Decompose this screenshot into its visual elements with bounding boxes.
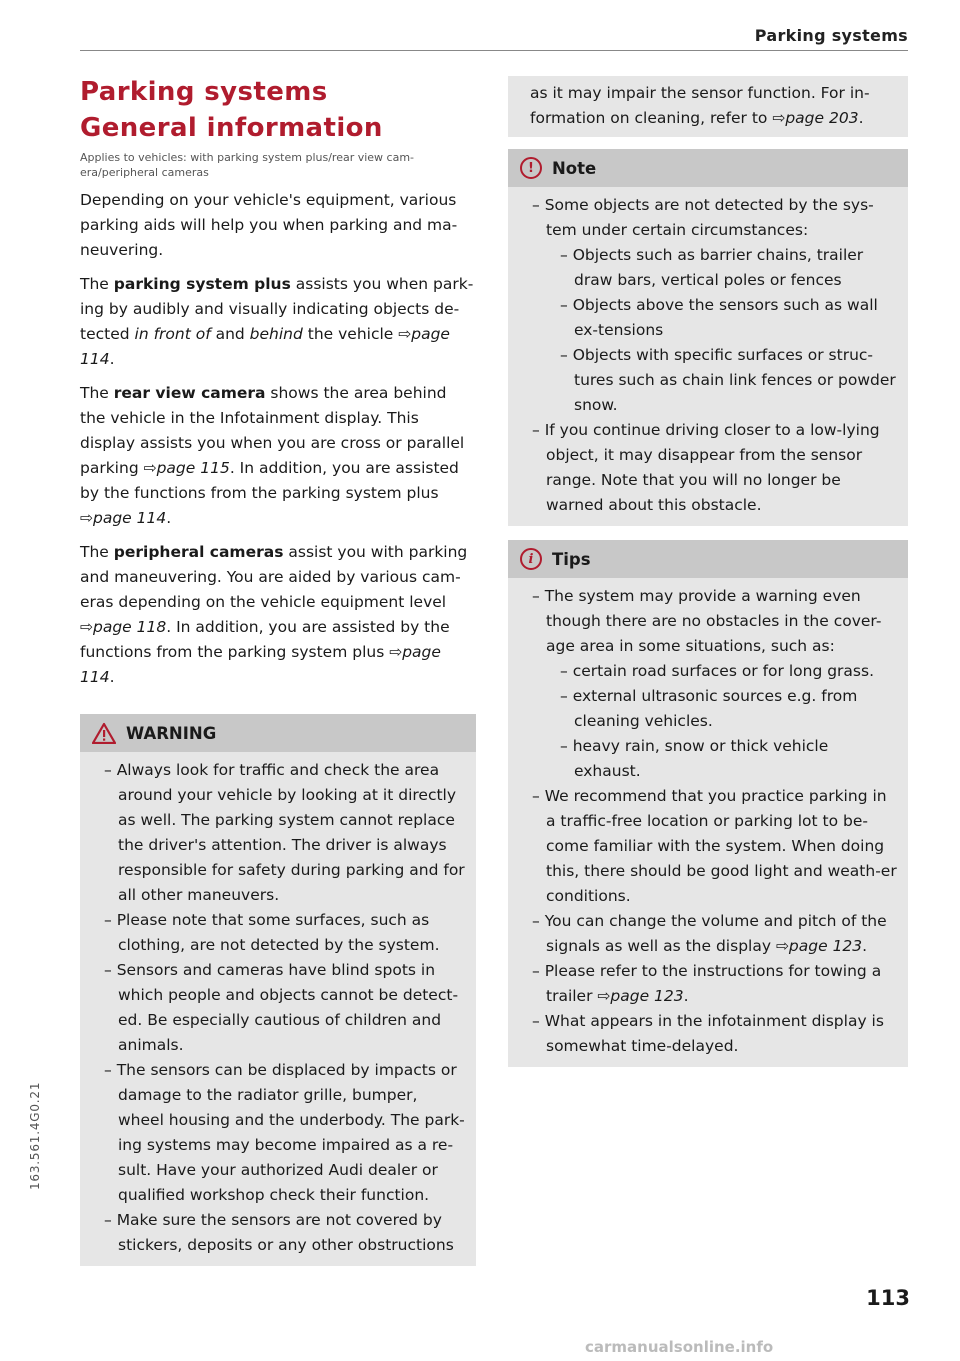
warning-triangle-icon bbox=[92, 722, 116, 744]
warning-continuation: as it may impair the sensor function. For in-formation on cleaning, refer to ⇨page 203. bbox=[508, 76, 908, 137]
intro-paragraph: Depending on your vehicle's equipment, various parking aids will help you when parking and ma-neuvering. bbox=[80, 191, 458, 259]
parking-system-plus-paragraph: The parking system plus assists you when park-ing by audibly and visually indicating objects de-tected in front of and behind the vehicle ⇨page 114. bbox=[80, 275, 474, 368]
page-number: 113 bbox=[866, 1286, 910, 1310]
peripheral-cameras-paragraph: The peripheral cameras assist you with parking and maneuvering. You are aided by various cam-eras depending on the vehicle equipment level ⇨page 118. In addition, you are assisted by the functions from the parking system plus ⇨page 114. bbox=[80, 543, 468, 686]
page-ref-link[interactable]: ⇨page 118 bbox=[80, 618, 167, 636]
list-item: – Sensors and cameras have blind spots in which people and objects cannot be detect-ed. Be especially cautious of children and animals. bbox=[90, 958, 466, 1058]
note-title: Note bbox=[552, 158, 597, 178]
tips-list bbox=[518, 584, 898, 1059]
page-ref-link[interactable]: ⇨page 123 bbox=[597, 987, 684, 1005]
warning-header bbox=[80, 714, 476, 752]
list-item: – certain road surfaces or for long grass. bbox=[546, 659, 898, 684]
page-ref-link[interactable]: ⇨page 123 bbox=[775, 937, 863, 955]
page-ref-link[interactable]: ⇨page 114 bbox=[80, 643, 441, 686]
list-item: – Objects above the sensors such as wall ex-tensions bbox=[546, 293, 898, 343]
warning-list bbox=[90, 758, 466, 1258]
list-item: – Always look for traffic and check the area around your vehicle by looking at it directly as well. The parking system cannot replace the driver's attention. The driver is always responsible for safety during parking and for all other maneuvers. bbox=[90, 758, 466, 908]
watermark: carmanualsonline.info bbox=[585, 1338, 774, 1356]
list-item: – The system may provide a warning even though there are no obstacles in the cover-age area in some situations, such as: – certain road surfaces or for long grass. – external ultrasonic sources e.g. from cleaning vehicles. – heavy rain, snow or thick vehicle exhaust. bbox=[518, 584, 898, 784]
list-item: – Please note that some surfaces, such as clothing, are not detected by the system. bbox=[90, 908, 466, 958]
warning-box bbox=[80, 714, 476, 1266]
page-ref-link[interactable]: ⇨page 114 bbox=[80, 325, 450, 368]
list-item: – Objects with specific surfaces or struc-tures such as chain link fences or powder snow. bbox=[546, 343, 898, 418]
chapter-title: Parking systems bbox=[80, 77, 328, 107]
applies-note: Applies to vehicles: with parking system plus/rear view cam-era/peripheral cameras bbox=[80, 151, 415, 179]
tips-title: Tips bbox=[552, 549, 591, 569]
tips-box bbox=[508, 540, 908, 1067]
exclamation-circle-icon: ! bbox=[520, 157, 542, 179]
list-item: – Objects such as barrier chains, trailer draw bars, vertical poles or fences bbox=[546, 243, 898, 293]
document-code: 163.561.4G0.21 bbox=[28, 1081, 42, 1190]
list-item: – Some objects are not detected by the sys-tem under certain circumstances: – Objects such as barrier chains, trailer draw bars, vertical poles or fences – Objects above the sensors such as wall ex-tensions – Objects with specific surfaces or struc-tures such as chain link fences or powder snow. bbox=[518, 193, 898, 418]
page-ref-link[interactable]: ⇨page 115 bbox=[143, 459, 230, 477]
section-title: General information bbox=[80, 113, 383, 143]
list-item: – You can change the volume and pitch of the signals as well as the display ⇨page 123. bbox=[518, 909, 898, 959]
header-rule bbox=[80, 50, 908, 51]
list-item: – The sensors can be displaced by impacts or damage to the radiator grille, bumper, wheel housing and the underbody. The park-ing systems may become impaired as a re-sult. Have your authorized Audi dealer or qualified workshop check their function. bbox=[90, 1058, 466, 1208]
list-item: – If you continue driving closer to a low-lying object, it may disappear from the sensor range. Note that you will no longer be warned about this obstacle. bbox=[518, 418, 898, 518]
list-item: – What appears in the infotainment display is somewhat time-delayed. bbox=[518, 1009, 898, 1059]
note-box bbox=[508, 149, 908, 526]
warning-title: WARNING bbox=[126, 723, 217, 743]
list-item: – external ultrasonic sources e.g. from cleaning vehicles. bbox=[546, 684, 898, 734]
rear-view-camera-paragraph: The rear view camera shows the area behind the vehicle in the Infotainment display. This display assists you when you are cross or parallel parking ⇨page 115. In addition, you are assisted by the functions from the parking system plus ⇨page 114. bbox=[80, 384, 465, 527]
note-sublist bbox=[546, 243, 898, 418]
note-header bbox=[508, 149, 908, 187]
note-list bbox=[518, 193, 898, 518]
info-circle-icon: i bbox=[520, 548, 542, 570]
page-ref-link[interactable]: ⇨page 203 bbox=[772, 109, 859, 127]
tips-header bbox=[508, 540, 908, 578]
right-column bbox=[508, 76, 908, 1067]
page-ref-link[interactable]: ⇨page 114 bbox=[80, 509, 167, 527]
list-item: – heavy rain, snow or thick vehicle exhaust. bbox=[546, 734, 898, 784]
left-column bbox=[80, 76, 476, 1266]
running-header: Parking systems bbox=[754, 26, 908, 45]
list-item: – Please refer to the instructions for towing a trailer ⇨page 123. bbox=[518, 959, 898, 1009]
tips-sublist bbox=[546, 659, 898, 784]
list-item: – We recommend that you practice parking in a traffic-free location or parking lot to be-come familiar with the system. When doing this, there should be good light and weath-er conditions. bbox=[518, 784, 898, 909]
list-item: – Make sure the sensors are not covered by stickers, deposits or any other obstructions bbox=[90, 1208, 466, 1258]
